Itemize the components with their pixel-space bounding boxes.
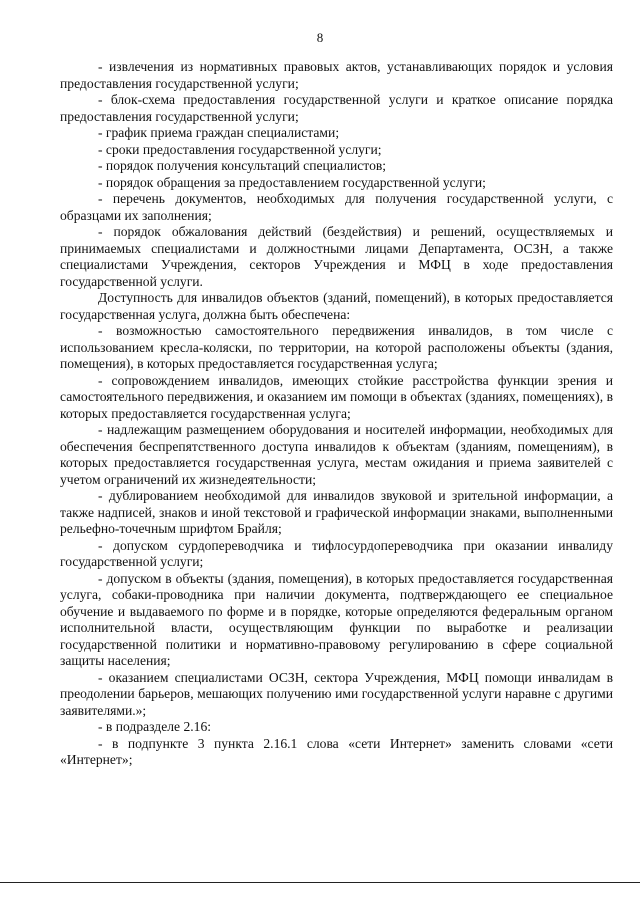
paragraph: - в подразделе 2.16: [98,719,212,734]
paragraph: - порядок обжалования действий (бездействия) и решений, осуществляемых и принимаемых специалистами и должностными лицами Департамента, ОСЗН, а также специалистами Учреждения, секторов Учреждения и МФЦ в ходе предоставления государственной услуги. [60,224,613,289]
paragraph: - порядок получения консультаций специалистов; [98,158,387,173]
paragraph: - дублированием необходимой для инвалидов звуковой и зрительной информации, а также надписей, знаков и иной текстовой и графической информации знаками, выполненными рельефно-точечным шрифтом Брайля; [60,488,613,536]
paragraph: - блок-схема предоставления государственной услуги и краткое описание порядка предоставления государственной услуги; [60,92,613,124]
paragraph: - порядок обращения за предоставлением государственной услуги; [98,174,486,190]
paragraph: Доступность для инвалидов объектов (зданий, помещений), в которых предоставляется государственная услуга, должна быть обеспечена: [60,290,613,322]
page-number: 8 [316,30,324,45]
paragraph: - допуском в объекты (здания, помещения), в которых предоставляется государственная услуга, собаки-проводника при наличии документа, подтверждающего ее специальное обучение и выдаваемого по форме и в порядке, которые определяются федеральным органом исполнительной власти, осуществляющим функции по выработке и реализации государственной политики и нормативно-правовому регулированию в сфере социальной защиты населения; [60,570,613,668]
paragraph: - график приема граждан специалистами; [98,125,340,140]
paragraph: - надлежащим размещением оборудования и носителей информации, необходимых для обеспечения беспрепятственного доступа инвалидов к объектам (зданиям, помещениям), в которых предоставляется государственная услуга, местам ожидания и приема заявителей с учетом ограничений их жизнедеятельности; [60,422,613,487]
paragraph: - возможностью самостоятельного передвижения инвалидов, в том числе с использованием кресла-коляски, по территории, на которой расположены объекты (здания, помещения), в которых предоставляется государственная услуга; [60,323,613,371]
paragraph: - в подпункте 3 пункта 2.16.1 слова «сети Интернет» заменить словами «сети «Интернет»; [60,735,613,767]
paragraph: - оказанием специалистами ОСЗН, сектора Учреждения, МФЦ помощи инвалидам в преодолении барьеров, мешающих получению ими государственной услуги наравне с другими заявителями.»; [60,669,613,718]
paragraph: - перечень документов, необходимых для получения государственной услуги, с образцами их заполнения; [60,191,613,223]
paragraph: - сопровождением инвалидов, имеющих стойкие расстройства функции зрения и самостоятельного передвижения, и оказанием им помощи в объектах (зданиях, помещениях), в которых предоставляется государственная услуга; [60,372,613,421]
footer-divider [0,882,640,883]
document-body [60,59,613,769]
paragraph: - извлечения из нормативных правовых актов, устанавливающих порядок и условия предоставления государственной услуги; [60,59,613,91]
paragraph: - допуском сурдопереводчика и тифлосурдопереводчика при оказании инвалиду государственной услуги; [60,537,613,569]
paragraph: - сроки предоставления государственной услуги; [98,141,382,157]
